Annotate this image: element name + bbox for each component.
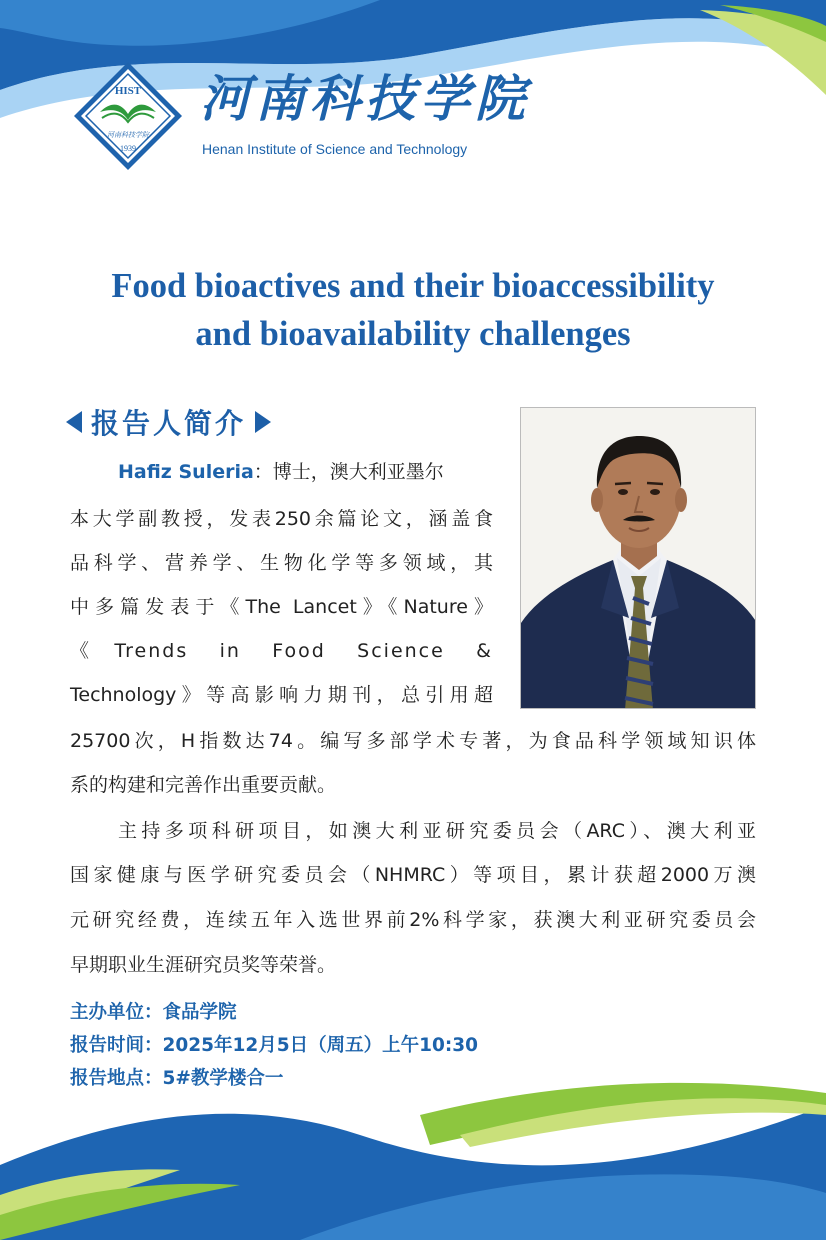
university-name-english: Henan Institute of Science and Technology	[202, 141, 468, 157]
section-title: 报告人简介	[91, 407, 247, 440]
projects-line-1: 主持多项科研项目，如澳大利亚研究委员会（ARC）、澳大利亚	[118, 820, 756, 842]
triangle-right-icon	[255, 411, 271, 433]
projects-line-2: 国家健康与医学研究委员会（NHMRC）等项目，累计获超2000万澳	[70, 864, 756, 886]
logo-badge-name: 河南科技学院	[107, 131, 149, 139]
logo-badge-year: 1939	[120, 144, 136, 153]
bio-line-5: 《Trends in Food Science &	[70, 640, 493, 662]
bio-line-7: 25700次，H指数达74。编写多部学术专著，为食品科学领域知识体	[70, 730, 756, 752]
projects-line-3: 元研究经费，连续五年入选世界前2%科学家，获澳大利亚研究委员会	[70, 909, 756, 931]
talk-title-line-1: Food bioactives and their bioaccessibility	[111, 267, 715, 305]
bottom-wave-banner	[0, 1075, 826, 1240]
bio-line-1-text: ：博士，澳大利亚墨尔	[253, 461, 444, 483]
bio-line-6: Technology》等高影响力期刊，总引用超	[70, 684, 493, 706]
triangle-left-icon	[66, 411, 82, 433]
event-location: 报告地点：5#教学楼合一	[70, 1068, 284, 1089]
university-logo	[72, 60, 184, 172]
bio-line-8: 系的构建和完善作出重要贡献。	[70, 774, 337, 796]
event-host: 主办单位：食品学院	[70, 1002, 237, 1023]
university-name-chinese: 河南科技学院	[200, 69, 530, 128]
speaker-section-heading	[66, 402, 271, 442]
bio-line-3: 品科学、营养学、生物化学等多领域，其	[70, 552, 493, 574]
event-time: 报告时间：2025年12月5日（周五）上午10:30	[70, 1035, 478, 1056]
bio-line-4: 中多篇发表于《The Lancet》《Nature》	[70, 596, 493, 618]
speaker-name: Hafiz Suleria	[118, 461, 254, 483]
bio-line-2: 本大学副教授，发表250余篇论文，涵盖食	[70, 508, 493, 530]
talk-title-line-2: and bioavailability challenges	[195, 315, 631, 353]
projects-line-4: 早期职业生涯研究员奖等荣誉。	[70, 954, 337, 976]
logo-badge-top: HIST	[114, 85, 142, 97]
speaker-portrait-image	[521, 408, 756, 709]
bio-line-1	[118, 458, 444, 486]
speaker-photo	[520, 407, 756, 709]
